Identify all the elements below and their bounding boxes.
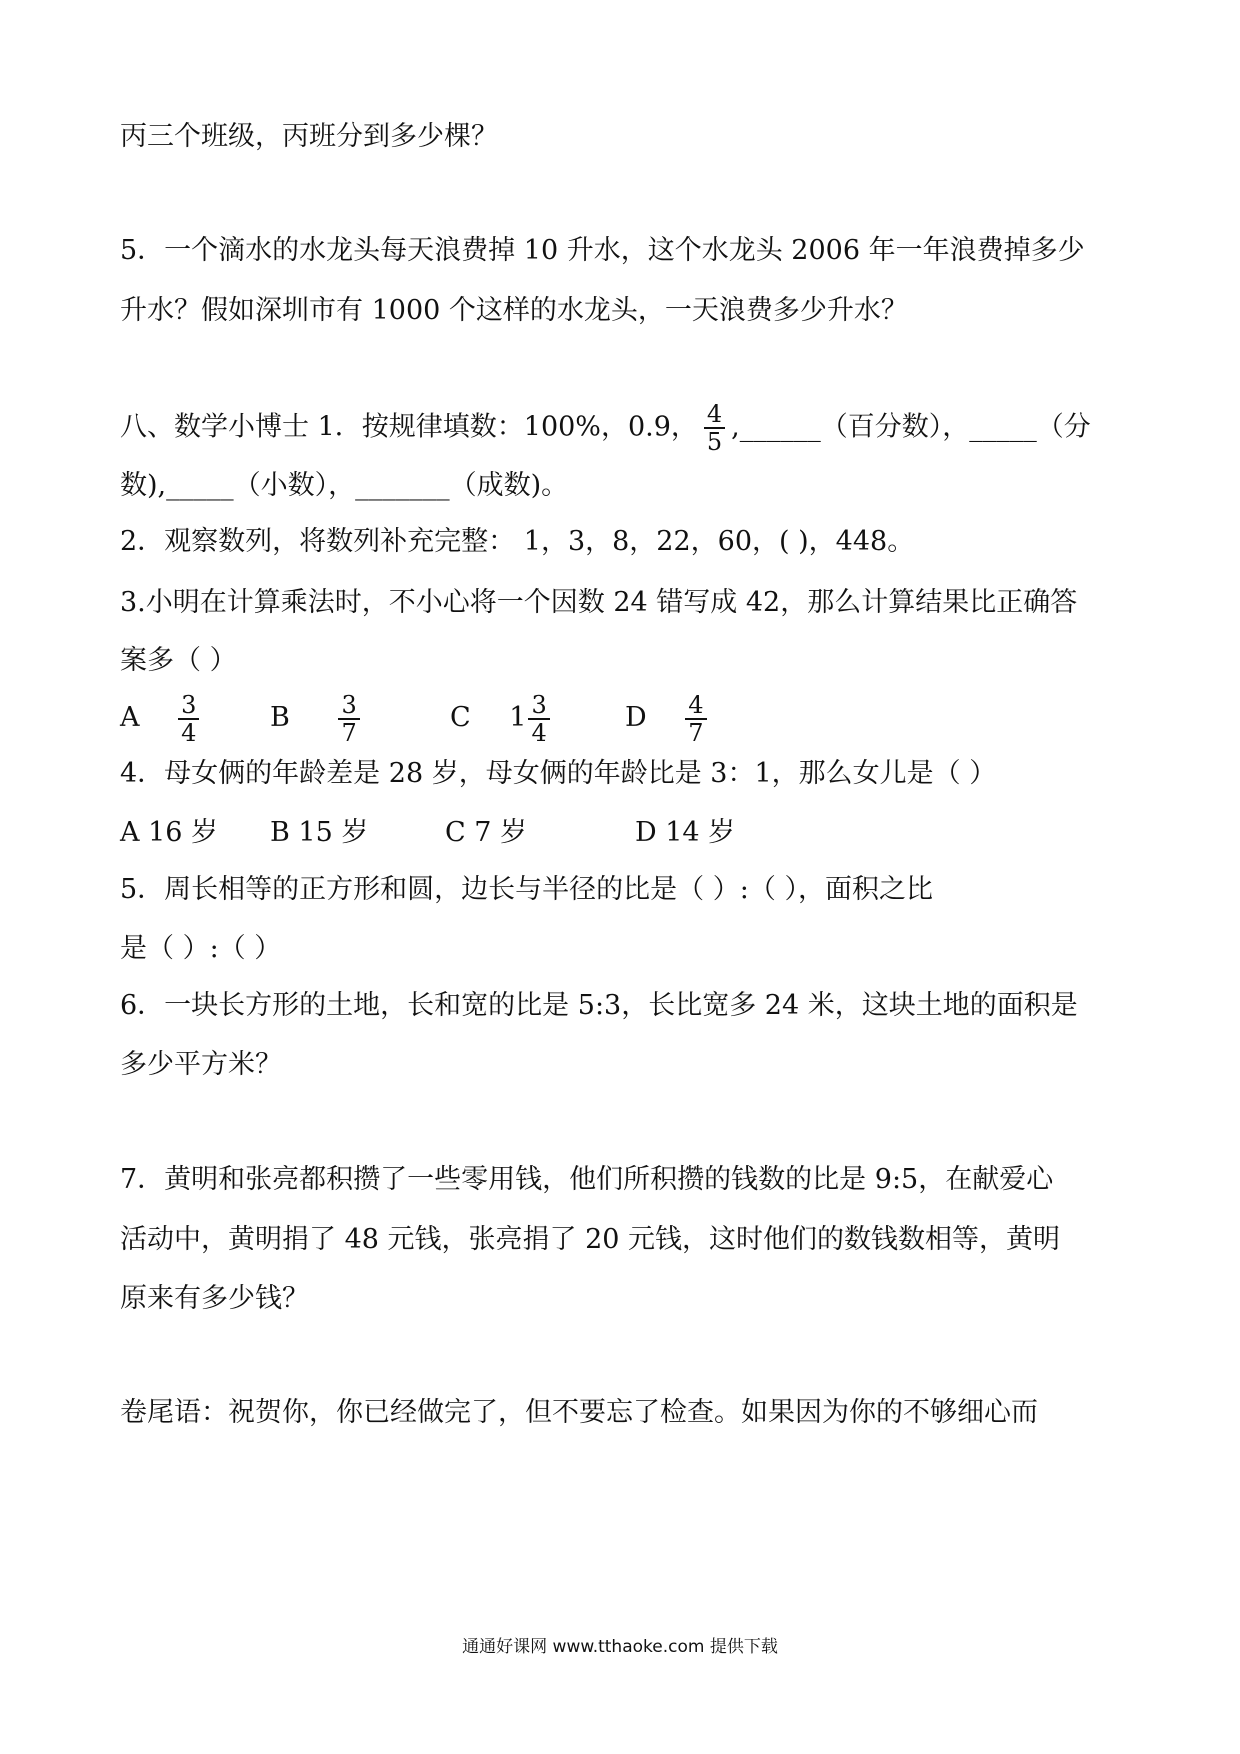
denominator: 7 bbox=[341, 718, 357, 747]
text-line: 多少平方米？ bbox=[120, 1049, 282, 1080]
numerator: 3 bbox=[338, 692, 359, 720]
option-letter: B bbox=[270, 702, 290, 733]
numerator: 3 bbox=[178, 692, 199, 720]
question-5-water: 5．一个滴水的水龙头每天浪费掉 10 升水，这个水龙头 2006 年一年浪费掉多少 bbox=[120, 235, 1085, 266]
numerator: 3 bbox=[528, 692, 549, 720]
closing-remark: 卷尾语：祝贺你，你已经做完了，但不要忘了检查。如果因为你的不够细心而 bbox=[120, 1397, 1038, 1428]
question-2-sequence: 2．观察数列，将数列补充完整： 1，3，8，22，60，( )，448。 bbox=[120, 526, 915, 557]
text-line: 丙三个班级，丙班分到多少棵？ bbox=[120, 121, 498, 152]
numerator: 4 bbox=[704, 401, 725, 429]
option-b bbox=[270, 690, 366, 746]
option-letter: D bbox=[625, 702, 647, 733]
option-letter: A bbox=[120, 702, 140, 733]
text-line: 原来有多少钱？ bbox=[120, 1283, 309, 1314]
fraction bbox=[704, 401, 725, 455]
question-4-age: 4．母女俩的年龄差是 28 岁，母女俩的年龄比是 3：1，那么女儿是（ ） bbox=[120, 758, 997, 789]
numerator: 4 bbox=[685, 692, 706, 720]
option-letter: C bbox=[450, 702, 471, 733]
whole-number: 1 bbox=[509, 702, 527, 733]
fraction bbox=[685, 692, 706, 746]
question-5-ratio: 5．周长相等的正方形和圆，边长与半径的比是（ ）:（ ），面积之比 bbox=[120, 874, 933, 905]
text-line: 是（ ）:（ ） bbox=[120, 933, 282, 964]
option-a bbox=[120, 690, 205, 746]
denominator: 5 bbox=[706, 428, 723, 456]
question-3-multiplication: 3.小明在计算乘法时，不小心将一个因数 24 错写成 42，那么计算结果比正确答 bbox=[120, 587, 1078, 618]
page-footer: 通通好课网 www.tthaoke.com 提供下载 bbox=[462, 1637, 778, 1657]
text-line: 案多（ ） bbox=[120, 645, 237, 676]
option-a: A 16 岁 bbox=[120, 817, 219, 848]
question-6-land: 6．一块长方形的土地，长和宽的比是 5:3，长比宽多 24 米，这块土地的面积是 bbox=[120, 990, 1078, 1021]
denominator: 4 bbox=[181, 718, 197, 747]
text-segment: ,______（百分数），_____（分 bbox=[731, 411, 1091, 443]
option-b: B 15 岁 bbox=[270, 817, 369, 848]
text-line: 升水？假如深圳市有 1000 个这样的水龙头，一天浪费多少升水？ bbox=[120, 295, 908, 326]
fraction bbox=[338, 692, 359, 746]
option-d: D 14 岁 bbox=[635, 817, 736, 848]
option-d bbox=[625, 690, 713, 746]
question-7-savings: 7．黄明和张亮都积攒了一些零用钱，他们所积攒的钱数的比是 9:5，在献爱心 bbox=[120, 1164, 1054, 1195]
text-line: 数),_____（小数），_______（成数)。 bbox=[120, 470, 569, 501]
text-line: 活动中，黄明捐了 48 元钱，张亮捐了 20 元钱，这时他们的数钱数相等，黄明 bbox=[120, 1224, 1061, 1255]
fraction bbox=[178, 692, 199, 746]
text-segment: 八、数学小博士 1．按规律填数：100%，0.9， bbox=[120, 411, 698, 443]
option-c bbox=[450, 690, 556, 746]
section-8-question-1 bbox=[120, 401, 1091, 455]
option-c: C 7 岁 bbox=[445, 817, 528, 848]
fraction bbox=[528, 692, 549, 746]
denominator: 4 bbox=[531, 718, 547, 747]
denominator: 7 bbox=[688, 718, 704, 747]
